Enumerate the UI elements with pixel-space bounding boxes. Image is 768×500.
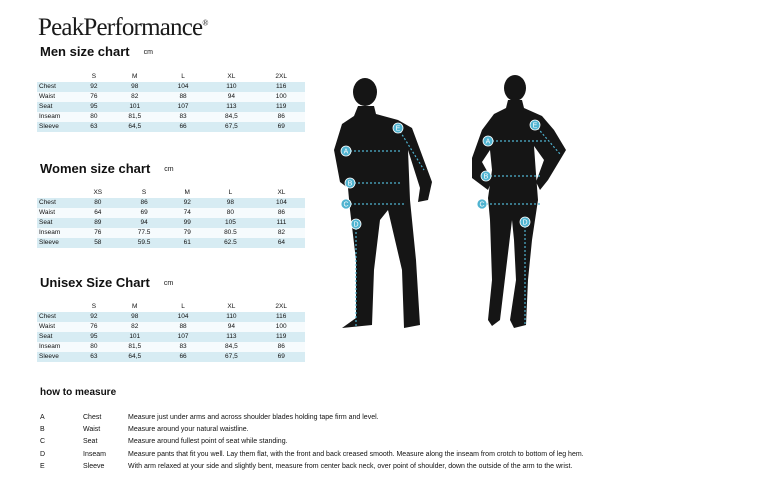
size-col: XL bbox=[227, 303, 236, 310]
measurement-figure bbox=[320, 70, 590, 340]
svg-text:B: B bbox=[347, 180, 353, 188]
measure-row: C Seat Measure around fullest point of seat while standing. bbox=[40, 438, 288, 445]
table-row: Inseam 80 81,5 83 84,5 86 bbox=[37, 112, 305, 122]
table-row: Sleeve 63 64,5 66 67,5 69 bbox=[37, 352, 305, 362]
size-col: 2XL bbox=[275, 73, 287, 80]
size-col: XL bbox=[277, 189, 286, 196]
size-col: S bbox=[91, 73, 97, 80]
size-header-row bbox=[37, 72, 305, 82]
size-col: XL bbox=[227, 73, 236, 80]
table-row: Waist 76 82 88 94 100 bbox=[37, 322, 305, 332]
marker-d-female bbox=[520, 217, 530, 227]
size-col: M bbox=[132, 73, 138, 80]
marker-d-male bbox=[351, 219, 361, 229]
marker-b-male bbox=[345, 178, 355, 188]
svg-text:D: D bbox=[522, 219, 528, 227]
marker-e-female bbox=[530, 120, 540, 130]
table-row: Chest 92 98 104 110 116 bbox=[37, 312, 305, 322]
measure-row: E Sleeve With arm relaxed at your side and slightly bent, measure from center back neck, over point of shoulder, down the outside of the arm to the wrist. bbox=[40, 463, 573, 470]
table-row: Inseam 76 77.5 79 80.5 82 bbox=[37, 228, 305, 238]
measure-row: D Inseam Measure pants that fit you well. Lay them flat, with the front and back creased smooth. Measure along the inseam from crotch to bottom of leg hem. bbox=[40, 451, 584, 458]
marker-c-female bbox=[477, 199, 487, 209]
size-col: XS bbox=[93, 189, 103, 196]
table-row: Chest 92 98 104 110 116 bbox=[37, 82, 305, 92]
table-row: Inseam 80 81,5 83 84,5 86 bbox=[37, 342, 305, 352]
marker-a-female bbox=[483, 136, 493, 146]
table-row: Seat 89 94 99 105 111 bbox=[37, 218, 305, 228]
table-row: Chest 80 86 92 98 104 bbox=[37, 198, 305, 208]
women-chart-title: Women size chart cm bbox=[40, 161, 174, 176]
table-row: Waist 76 82 88 94 100 bbox=[37, 92, 305, 102]
marker-c-male bbox=[341, 199, 351, 209]
size-col: L bbox=[181, 73, 185, 80]
size-col: M bbox=[132, 303, 138, 310]
size-col: 2XL bbox=[275, 303, 287, 310]
svg-text:C: C bbox=[479, 201, 485, 209]
measure-row: B Waist Measure around your natural waistline. bbox=[40, 426, 249, 433]
size-col: L bbox=[228, 189, 233, 196]
unit-label: cm bbox=[163, 280, 174, 288]
marker-b-female bbox=[481, 171, 491, 181]
unisex-size-table bbox=[37, 302, 305, 362]
men-chart-title: Men size chart cm bbox=[40, 44, 153, 59]
table-row: Seat 95 101 107 113 119 bbox=[37, 332, 305, 342]
measure-row: A Chest Measure just under arms and across shoulder blades holding tape firm and level. bbox=[40, 414, 379, 421]
men-size-table bbox=[37, 72, 305, 132]
brand-logo: PeakPerformance® bbox=[38, 14, 208, 41]
how-to-measure-heading: how to measure bbox=[40, 387, 117, 398]
unisex-chart-title: Unisex Size Chart cm bbox=[40, 275, 174, 290]
svg-text:A: A bbox=[343, 148, 349, 156]
svg-text:D: D bbox=[353, 221, 359, 229]
size-header-row bbox=[37, 302, 305, 312]
table-row: Sleeve 63 64,5 66 67,5 69 bbox=[37, 122, 305, 132]
table-row: Waist 64 69 74 80 86 bbox=[37, 208, 305, 218]
women-size-table bbox=[37, 188, 305, 248]
table-row: Sleeve 58 59.5 61 62.5 64 bbox=[37, 238, 305, 248]
marker-e-male bbox=[393, 123, 403, 133]
size-col: S bbox=[91, 303, 97, 310]
svg-text:B: B bbox=[483, 173, 489, 181]
unit-label: cm bbox=[164, 166, 174, 174]
marker-a-male bbox=[341, 146, 351, 156]
svg-text:E: E bbox=[532, 122, 538, 130]
size-col: S bbox=[141, 189, 147, 196]
unit-label: cm bbox=[143, 49, 153, 57]
svg-text:A: A bbox=[485, 138, 491, 146]
svg-text:E: E bbox=[395, 125, 401, 133]
svg-text:C: C bbox=[343, 201, 349, 209]
size-col: M bbox=[184, 189, 190, 196]
table-row: Seat 95 101 107 113 119 bbox=[37, 102, 305, 112]
size-header-row bbox=[37, 188, 305, 198]
size-col: L bbox=[181, 303, 185, 310]
